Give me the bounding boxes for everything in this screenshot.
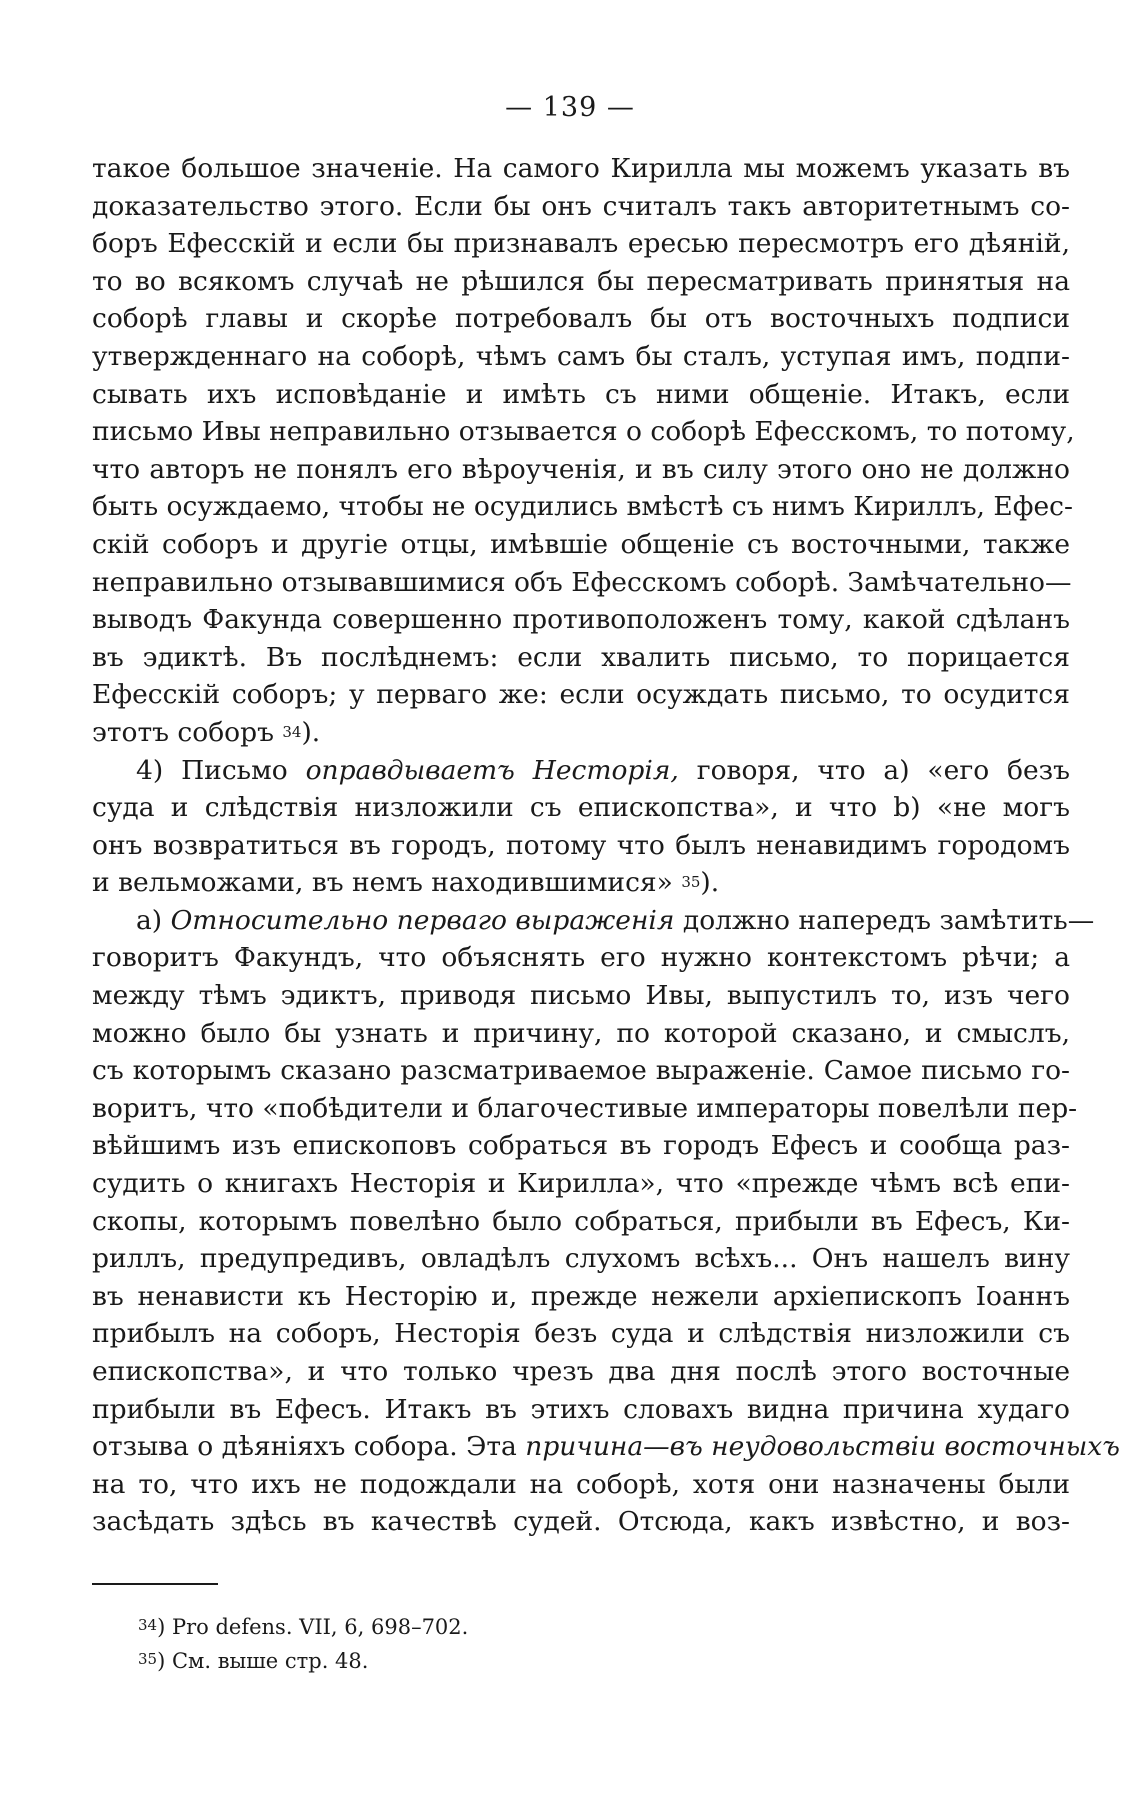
text-fragment: говоря, что a) «его безъ bbox=[678, 754, 1070, 786]
text-line: риллъ, предупредивъ, овладѣлъ слухомъ всѣхъ... Онъ нашелъ вину bbox=[92, 1243, 1070, 1275]
text-line: доказательство этого. Если бы онъ считалъ такъ авторитетнымъ со- bbox=[92, 190, 1070, 222]
text-line: Ефесскій соборъ; у перваго же: если осуждать письмо, то осудится bbox=[92, 679, 1070, 711]
text-line: въ эдиктѣ. Въ послѣднемъ: если хвалить письмо, то порицается bbox=[92, 641, 1070, 673]
text-line-last bbox=[92, 864, 1070, 902]
text-line: на то, что ихъ не подождали на соборѣ, хотя они назначены были bbox=[92, 1468, 1070, 1500]
text-line: можно было бы узнать и причину, по которой сказано, и смыслъ, bbox=[92, 1017, 1070, 1049]
text-fragment: должно напередъ замѣтить— bbox=[674, 904, 1095, 936]
italic-emphasis: Относительно перваго выраженія bbox=[170, 904, 675, 936]
text-line: такое большое значеніе. На самого Кирилла мы можемъ указать въ bbox=[92, 153, 1070, 184]
footnote-text: ) Pro defens. VII, 6, 698–702. bbox=[157, 1615, 469, 1639]
footnote-35 bbox=[138, 1644, 468, 1678]
text-line: онъ возвратиться въ городъ, потому что былъ ненавидимъ городомъ bbox=[92, 829, 1070, 861]
text-line: сывать ихъ исповѣданіе и имѣть съ ними общеніе. Итакъ, если bbox=[92, 378, 1070, 410]
text-line: судить о книгахъ Несторія и Кирилла», что «прежде чѣмъ всѣ епи- bbox=[92, 1168, 1070, 1200]
text-line: выводъ Факунда совершенно противоположенъ тому, какой сдѣланъ bbox=[92, 604, 1070, 636]
text-line: между тѣмъ эдиктъ, приводя письмо Ивы, выпустилъ то, изъ чего bbox=[92, 980, 1070, 1012]
text-line: въ ненависти къ Несторію и, прежде нежели архіепископъ Іоаннъ bbox=[92, 1280, 1070, 1312]
footnote-ref[interactable]: 35 bbox=[681, 873, 701, 892]
text-line: скій соборъ и другіе отцы, имѣвшіе общеніе съ восточными, также bbox=[92, 528, 1070, 560]
text-line: съ которымъ сказано разсматриваемое выраженіе. Самое письмо го- bbox=[92, 1055, 1070, 1087]
text-fragment: ). bbox=[700, 867, 720, 899]
footnote-mark: 35 bbox=[138, 1650, 158, 1668]
text-line-last bbox=[92, 714, 1070, 752]
paragraph-1 bbox=[92, 150, 1075, 752]
footnote-text: ) См. выше стр. 48. bbox=[157, 1649, 369, 1673]
text-line: боръ Ефесскій и если бы признавалъ ересью пересмотръ его дѣяній, bbox=[92, 228, 1070, 260]
text-line: скопы, которымъ повелѣно было собраться, прибыли въ Ефесъ, Ки- bbox=[92, 1205, 1070, 1237]
text-line: что авторъ не понялъ его вѣроученія, и въ силу этого оно не должно bbox=[92, 453, 1070, 485]
italic-emphasis: причина—въ неудовольствіи восточныхъ bbox=[525, 1431, 1120, 1463]
text-fragment: a) bbox=[136, 904, 171, 936]
text-line: суда и слѣдствія низложили съ епископства», и что b) «не могъ bbox=[92, 792, 1070, 824]
footnote-ref[interactable]: 34 bbox=[282, 722, 302, 741]
text-fragment: 4) Письмо bbox=[136, 754, 306, 786]
text-line: быть осуждаемо, чтобы не осудились вмѣстѣ съ нимъ Кириллъ, Ефес- bbox=[92, 491, 1073, 523]
text-line bbox=[92, 1428, 1120, 1466]
text-line: прибылъ на соборъ, Несторія безъ суда и слѣдствія низложили съ bbox=[92, 1318, 1070, 1350]
text-fragment: этотъ соборъ bbox=[92, 716, 274, 748]
text-line bbox=[92, 752, 1070, 790]
page-number: — 139 — bbox=[505, 92, 635, 123]
text-fragment: отзыва о дѣяніяхъ собора. Эта bbox=[92, 1431, 526, 1463]
footnotes bbox=[138, 1610, 468, 1678]
text-line: засѣдать здѣсь въ качествѣ судей. Отсюда, какъ извѣстно, и воз- bbox=[92, 1506, 1070, 1538]
footnote-divider bbox=[92, 1583, 218, 1585]
paragraph-3 bbox=[92, 902, 1120, 1541]
text-line: то во всякомъ случаѣ не рѣшился бы пересматривать принятыя на bbox=[92, 265, 1070, 297]
text-line: соборѣ главы и скорѣе потребовалъ бы отъ восточныхъ подписи bbox=[92, 303, 1070, 335]
text-line: неправильно отзывавшимися объ Ефесскомъ соборѣ. Замѣчательно— bbox=[92, 566, 1072, 598]
footnote-mark: 34 bbox=[138, 1616, 158, 1634]
text-line: говоритъ Факундъ, что объяснять его нужно контекстомъ рѣчи; а bbox=[92, 942, 1070, 974]
text-line: епископства», и что только чрезъ два дня послѣ этого восточные bbox=[92, 1356, 1070, 1387]
text-line bbox=[92, 902, 1095, 940]
footnote-34 bbox=[138, 1610, 468, 1644]
text-fragment: и вельможами, въ немъ находившимися» bbox=[92, 867, 673, 899]
paragraph-2 bbox=[92, 752, 1070, 902]
text-line: воритъ, что «побѣдители и благочестивые императоры повелѣли пер- bbox=[92, 1092, 1078, 1124]
text-line: утвержденнаго на соборѣ, чѣмъ самъ бы сталъ, уступая имъ, подпи- bbox=[92, 340, 1070, 372]
text-line: прибыли въ Ефесъ. Итакъ въ этихъ словахъ видна причина худаго bbox=[92, 1393, 1070, 1425]
text-fragment: ). bbox=[301, 716, 321, 748]
text-line: вѣйшимъ изъ епископовъ собраться въ городъ Ефесъ и сообща раз- bbox=[92, 1130, 1070, 1162]
italic-emphasis: оправдываетъ Несторія, bbox=[305, 754, 679, 786]
main-text bbox=[92, 150, 1120, 1541]
text-line: письмо Ивы неправильно отзывается о соборѣ Ефесскомъ, то потому, bbox=[92, 416, 1075, 448]
